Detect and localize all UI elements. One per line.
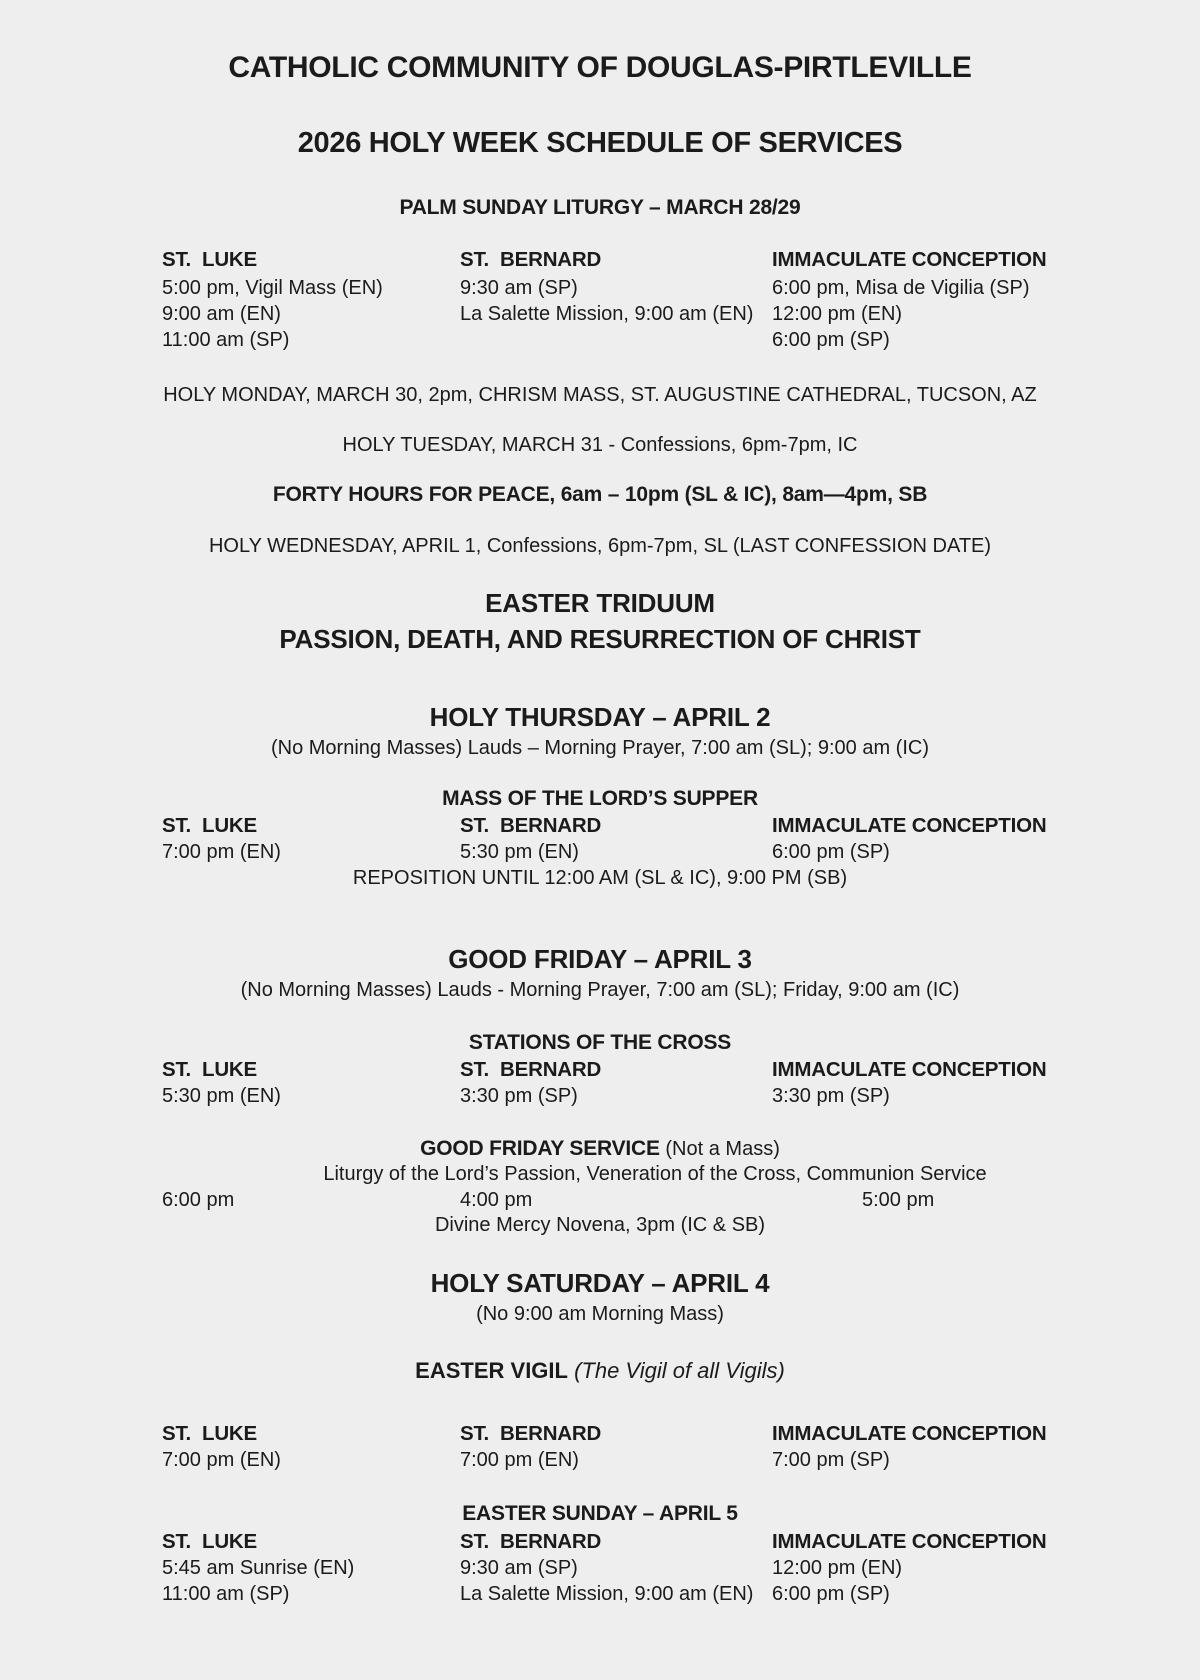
service-time: 5:00 pm: [862, 1189, 935, 1211]
stations-column-headers: [0, 1057, 1200, 1083]
page-title: CATHOLIC COMMUNITY OF DOUGLAS-PIRTLEVILLE: [228, 51, 972, 84]
easter-sunday-row: [0, 1581, 1200, 1607]
palm-sunday-column-headers: [0, 247, 1200, 273]
mass-time: 5:45 am Sunrise (EN): [162, 1557, 355, 1579]
mass-time: 5:00 pm, Vigil Mass (EN): [162, 277, 383, 299]
column-header-st-luke: ST. LUKE: [162, 1530, 258, 1553]
divine-mercy-note: Divine Mercy Novena, 3pm (IC & SB): [434, 1214, 766, 1236]
holy-monday-notice: HOLY MONDAY, MARCH 30, 2pm, CHRISM MASS, ST. AUGUSTINE CATHEDRAL, TUCSON, AZ: [163, 384, 1037, 406]
mass-time: 11:00 am (SP): [162, 1583, 290, 1605]
column-header-immaculate-conception: IMMACULATE CONCEPTION: [772, 1058, 1047, 1081]
column-header-st-luke: ST. LUKE: [162, 1058, 258, 1081]
lords-supper-row: [0, 839, 1200, 865]
easter-triduum-subheading: PASSION, DEATH, AND RESURRECTION OF CHRIST: [279, 624, 921, 654]
easter-vigil-heading-bold: EASTER VIGIL: [415, 1358, 568, 1383]
mass-time: 9:30 am (SP): [460, 277, 578, 299]
column-header-st-bernard: ST. BERNARD: [460, 1422, 602, 1445]
holy-thursday-heading: HOLY THURSDAY – APRIL 2: [429, 702, 771, 732]
mass-time: 7:00 pm (EN): [460, 1449, 579, 1471]
page-subtitle: 2026 HOLY WEEK SCHEDULE OF SERVICES: [297, 127, 903, 159]
mass-time: 3:30 pm (SP): [772, 1085, 890, 1107]
holy-saturday-note: (No 9:00 am Morning Mass): [476, 1303, 724, 1325]
good-friday-heading: GOOD FRIDAY – APRIL 3: [448, 944, 752, 974]
column-header-immaculate-conception: IMMACULATE CONCEPTION: [772, 1422, 1047, 1445]
good-friday-service-heading-bold: GOOD FRIDAY SERVICE: [420, 1137, 660, 1160]
mass-time: 5:30 pm (EN): [460, 841, 579, 863]
mass-time: 7:00 pm (SP): [772, 1449, 890, 1471]
mass-time: 7:00 pm (EN): [162, 841, 281, 863]
easter-vigil-heading: [0, 1358, 1200, 1384]
column-header-st-luke: ST. LUKE: [162, 248, 258, 271]
holy-wednesday-notice: HOLY WEDNESDAY, APRIL 1, Confessions, 6pm-7pm, SL (LAST CONFESSION DATE): [208, 535, 992, 557]
lords-supper-heading: MASS OF THE LORD’S SUPPER: [442, 787, 758, 810]
easter-sunday-row: [0, 1555, 1200, 1581]
column-header-immaculate-conception: IMMACULATE CONCEPTION: [772, 814, 1047, 837]
mass-time: 9:00 am (EN): [162, 303, 281, 325]
mass-time: 6:00 pm (SP): [772, 329, 890, 351]
good-friday-note: (No Morning Masses) Lauds - Morning Prayer, 7:00 am (SL); Friday, 9:00 am (IC): [240, 979, 960, 1001]
column-header-st-bernard: ST. BERNARD: [460, 814, 602, 837]
mass-time: 6:00 pm (SP): [772, 841, 890, 863]
column-header-st-luke: ST. LUKE: [162, 814, 258, 837]
palm-sunday-row: [0, 327, 1200, 353]
easter-triduum-heading: EASTER TRIDUUM: [485, 588, 715, 618]
good-friday-service-times: [0, 1187, 1200, 1213]
column-header-immaculate-conception: IMMACULATE CONCEPTION: [772, 1530, 1047, 1553]
column-header-st-bernard: ST. BERNARD: [460, 1058, 602, 1081]
holy-tuesday-notice: HOLY TUESDAY, MARCH 31 - Confessions, 6pm-7pm, IC: [342, 434, 858, 456]
mass-time: La Salette Mission, 9:00 am (EN): [460, 1583, 754, 1605]
easter-vigil-column-headers: [0, 1421, 1200, 1447]
palm-sunday-row: [0, 301, 1200, 327]
easter-vigil-row: [0, 1447, 1200, 1473]
column-header-st-bernard: ST. BERNARD: [460, 1530, 602, 1553]
forty-hours-notice: FORTY HOURS FOR PEACE, 6am – 10pm (SL & IC), 8am—4pm, SB: [272, 483, 928, 506]
good-friday-service-heading-normal: (Not a Mass): [659, 1138, 780, 1160]
mass-time: 12:00 pm (EN): [772, 303, 903, 325]
palm-sunday-heading: PALM SUNDAY LITURGY – MARCH 28/29: [399, 196, 801, 219]
mass-time: 9:30 am (SP): [460, 1557, 578, 1579]
good-friday-service-description: Liturgy of the Lord’s Passion, Veneration of the Cross, Communion Service: [323, 1163, 987, 1185]
reposition-note: REPOSITION UNTIL 12:00 AM (SL & IC), 9:00 PM (SB): [352, 867, 848, 889]
stations-heading: STATIONS OF THE CROSS: [468, 1031, 732, 1054]
good-friday-service-heading: [0, 1136, 1200, 1162]
easter-sunday-column-headers: [0, 1529, 1200, 1555]
easter-sunday-heading: EASTER SUNDAY – APRIL 5: [462, 1502, 738, 1525]
easter-vigil-heading-italic: (The Vigil of all Vigils): [567, 1358, 785, 1383]
holy-saturday-heading: HOLY SATURDAY – APRIL 4: [430, 1268, 770, 1298]
column-header-immaculate-conception: IMMACULATE CONCEPTION: [772, 248, 1047, 271]
mass-time: 3:30 pm (SP): [460, 1085, 578, 1107]
service-time: 6:00 pm: [162, 1189, 235, 1211]
mass-time: La Salette Mission, 9:00 am (EN): [460, 303, 754, 325]
lords-supper-column-headers: [0, 813, 1200, 839]
mass-time: 5:30 pm (EN): [162, 1085, 281, 1107]
mass-time: 6:00 pm (SP): [772, 1583, 890, 1605]
palm-sunday-row: [0, 275, 1200, 301]
column-header-st-bernard: ST. BERNARD: [460, 248, 602, 271]
mass-time: 7:00 pm (EN): [162, 1449, 281, 1471]
service-time: 4:00 pm: [460, 1189, 533, 1211]
mass-time: 11:00 am (SP): [162, 329, 290, 351]
column-header-st-luke: ST. LUKE: [162, 1422, 258, 1445]
holy-thursday-note: (No Morning Masses) Lauds – Morning Prayer, 7:00 am (SL); 9:00 am (IC): [270, 737, 930, 759]
mass-time: 6:00 pm, Misa de Vigilia (SP): [772, 277, 1030, 299]
stations-row: [0, 1083, 1200, 1109]
mass-time: 12:00 pm (EN): [772, 1557, 903, 1579]
